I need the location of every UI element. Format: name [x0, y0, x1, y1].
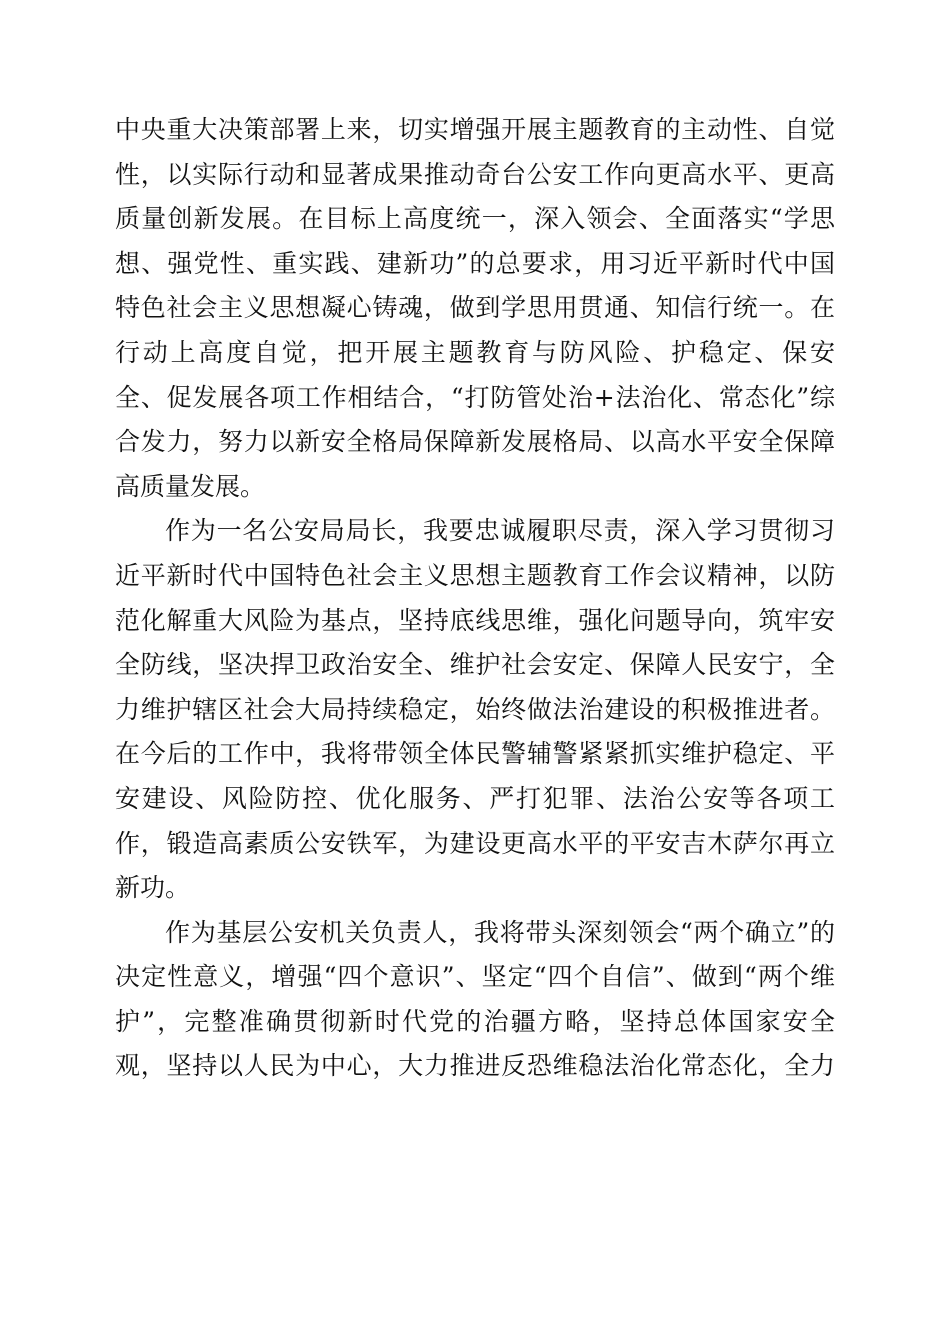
text-line: 质量创新发展。在目标上高度统一，深入领会、全面落实“学思	[115, 204, 835, 234]
text-line: 护”，完整准确贯彻新时代党的治疆方略，坚持总体国家安全	[115, 1006, 835, 1036]
text-line: 想、强党性、重实践、建新功”的总要求，用习近平新时代中国	[115, 248, 835, 278]
text-line: 全防线，坚决捍卫政治安全、维护社会安定、保障人民安宁，全	[115, 650, 835, 680]
text-line: 新功。	[115, 873, 191, 903]
text-line: 近平新时代中国特色社会主义思想主题教育工作会议精神，以防	[115, 560, 835, 590]
paragraph	[115, 911, 835, 1089]
text-line: 力维护辖区社会大局持续稳定，始终做法治建设的积极推进者。	[115, 694, 835, 724]
paragraph	[115, 509, 835, 910]
text-line: 合发力，努力以新安全格局保障新发展格局、以高水平安全保障	[115, 427, 835, 457]
text-line: 作为基层公安机关负责人，我将带头深刻领会“两个确立”的	[165, 917, 835, 947]
paragraph	[115, 108, 835, 509]
text-line: 性，以实际行动和显著成果推动奇台公安工作向更高水平、更高	[115, 159, 835, 189]
text-line: 在今后的工作中，我将带领全体民警辅警紧紧抓实维护稳定、平	[115, 739, 835, 769]
document-body	[115, 108, 835, 1089]
text-line: 作为一名公安局局长，我要忠诚履职尽责，深入学习贯彻习	[165, 516, 835, 546]
text-line: 决定性意义，增强“四个意识”、坚定“四个自信”、做到“两个维	[115, 962, 835, 992]
text-line: 范化解重大风险为基点，坚持底线思维，强化问题导向，筑牢安	[115, 605, 835, 635]
text-line: 中央重大决策部署上来，切实增强开展主题教育的主动性、自觉	[115, 115, 835, 144]
text-line: 行动上高度自觉，把开展主题教育与防风险、护稳定、保安	[115, 337, 835, 367]
text-line: 作，锻造高素质公安铁军，为建设更高水平的平安吉木萨尔再立	[115, 828, 835, 858]
text-line: 安建设、风险防控、优化服务、严打犯罪、法治公安等各项工	[115, 783, 835, 813]
text-line: 观，坚持以人民为中心，大力推进反恐维稳法治化常态化，全力	[115, 1051, 835, 1081]
text-line: 特色社会主义思想凝心铸魂，做到学思用贯通、知信行统一。在	[115, 293, 835, 323]
text-line: 全、促发展各项工作相结合，“打防管处治+法治化、常态化”综	[115, 382, 835, 412]
text-line: 高质量发展。	[115, 471, 266, 501]
